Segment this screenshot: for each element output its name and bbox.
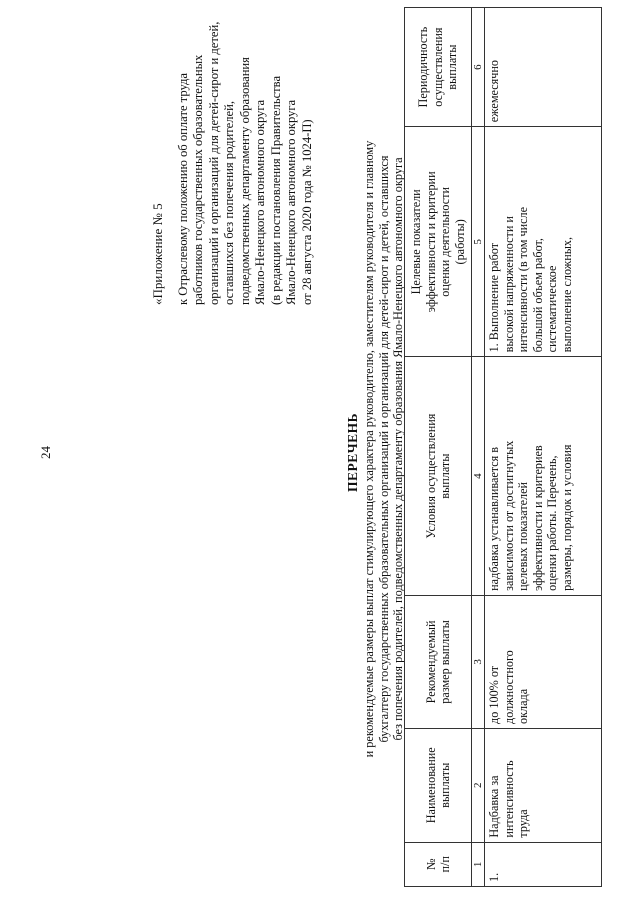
appendix-line: работников государственных образовательных bbox=[191, 54, 205, 305]
appendix-line: организаций и организаций для детей-сирот и детей, bbox=[206, 21, 221, 305]
subtitle-line: без попечения родителей, подведомственных департаменту образования Ямало-Ненецкого автономного округа bbox=[391, 157, 405, 741]
subtitle-line: бухгалтеру государственных образовательных организаций и организаций для детей-сирот и детей, оставшихся bbox=[376, 155, 391, 743]
row-periodicity: ежемесячно bbox=[485, 8, 602, 127]
appendix-line: Ямало-Ненецкого автономного округа bbox=[253, 99, 267, 305]
appendix-line: оставшихся без попечения родителей, bbox=[222, 100, 236, 305]
appendix-title: «Приложение № 5 bbox=[150, 203, 165, 305]
payments-table bbox=[404, 7, 602, 887]
list-subtitle bbox=[362, 43, 406, 855]
table-header-row bbox=[405, 8, 472, 887]
column-number: 5 bbox=[472, 127, 485, 357]
header-conditions: Условия осуществления выплаты bbox=[405, 357, 472, 595]
appendix-line: (в редакции постановления Правительства bbox=[268, 75, 283, 305]
appendix-line: от 28 августа 2020 года № 1024-П) bbox=[299, 119, 314, 305]
list-title: ПЕРЕЧЕНЬ bbox=[345, 412, 360, 493]
appendix-line: Ямало-Ненецкого автономного округа bbox=[284, 99, 298, 305]
header-number: № п/п bbox=[405, 842, 472, 886]
column-number: 1 bbox=[472, 842, 485, 886]
appendix-line: к Отраслевому положению об оплате труда bbox=[175, 73, 190, 305]
column-number: 4 bbox=[472, 357, 485, 595]
row-conditions: надбавка устанавливается в зависимости от достигнутых целевых показателей эффективности и критериев оценки работы. Перечень, размеры, порядок и условия bbox=[485, 357, 602, 595]
header-payment-name: Наименование выплаты bbox=[405, 728, 472, 842]
row-recommended-size: до 100% от должностного оклада bbox=[485, 595, 602, 728]
column-number: 2 bbox=[472, 728, 485, 842]
row-number: 1. bbox=[485, 842, 602, 886]
column-number: 6 bbox=[472, 8, 485, 127]
table-row bbox=[485, 8, 602, 887]
header-target-indicators: Целевые показатели эффективности и критерии оценки деятельности (работы) bbox=[405, 127, 472, 357]
page-number: 24 bbox=[38, 446, 53, 459]
subtitle-line: и рекомендуемые размеры выплат стимулирующего характера руководителю, заместителям руководителя и главному bbox=[362, 140, 376, 758]
column-number: 3 bbox=[472, 595, 485, 728]
row-payment-name: Надбавка за интенсивность труда bbox=[485, 728, 602, 842]
column-number-row bbox=[472, 8, 485, 887]
header-periodicity: Периодичность осуществления выплаты bbox=[405, 8, 472, 127]
appendix-line: подведомственных департаменту образования bbox=[237, 57, 252, 305]
appendix-header bbox=[150, 5, 315, 305]
row-target-indicators: 1. Выполнение работ высокой напряженности и интенсивности (в том числе большой объем работ, систематическое выполнение сложных, bbox=[485, 127, 602, 357]
header-recommended-size: Рекомендуемый размер выплаты bbox=[405, 595, 472, 728]
